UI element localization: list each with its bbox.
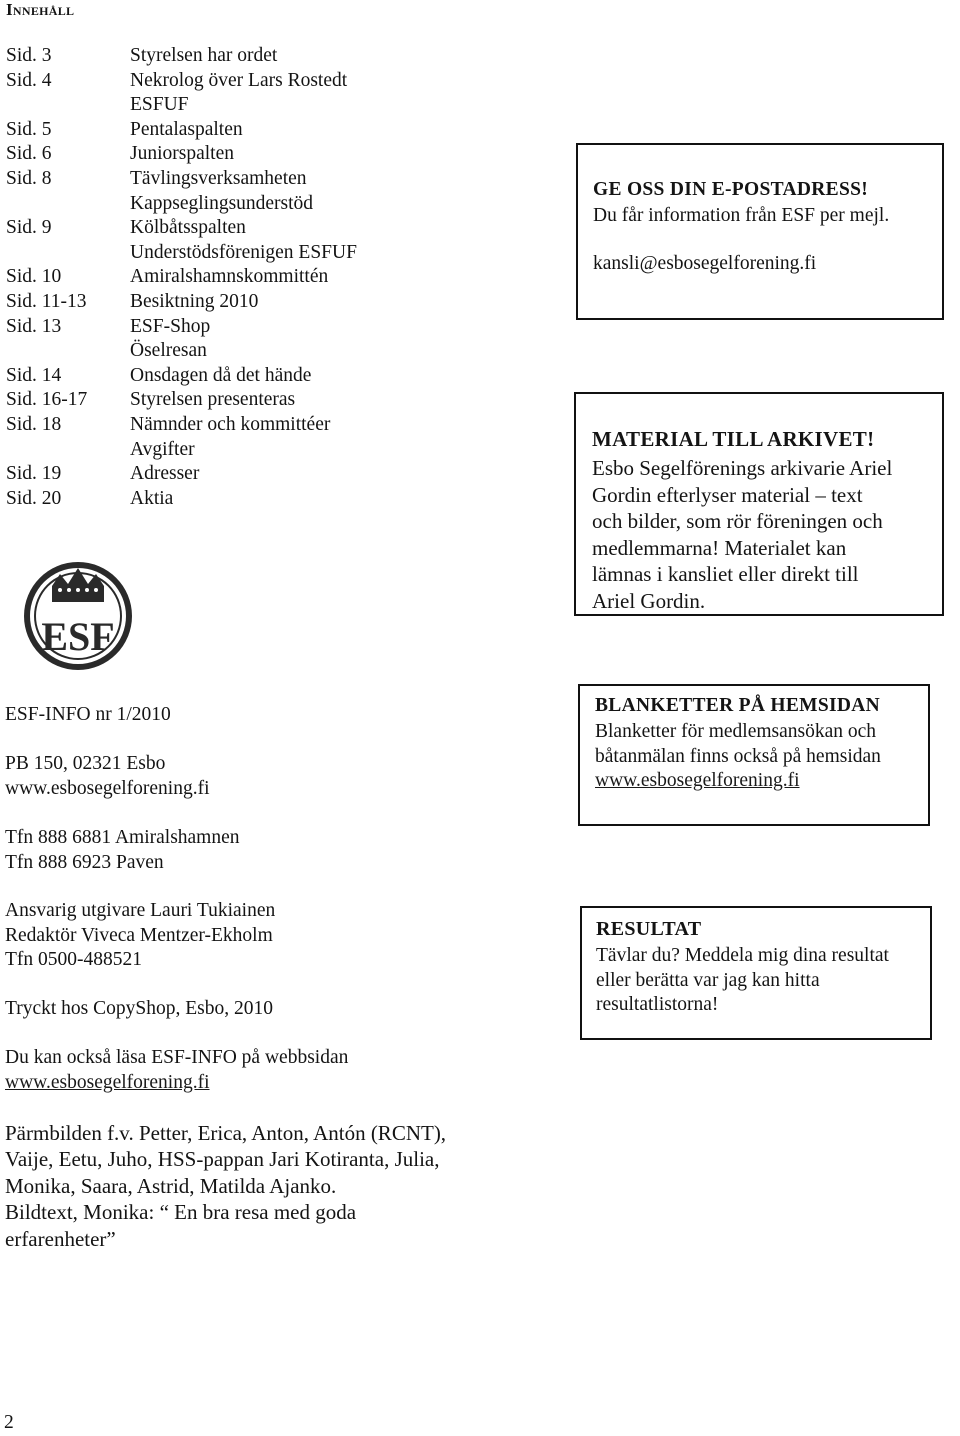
toc-page: Sid. 5 <box>6 118 52 140</box>
toc-page: Sid. 6 <box>6 143 52 165</box>
email-notice-title: GE OSS DIN E-POSTADRESS! <box>593 179 869 200</box>
toc-title: ESFUF <box>130 94 189 116</box>
heading-text: Innehåll <box>6 0 75 19</box>
toc-page: Sid. 16-17 <box>6 389 88 411</box>
toc-title: Avgifter <box>130 438 195 460</box>
cover-caption-line: Vaije, Eetu, Juho, HSS-pappan Jari Kotiranta, Julia, <box>5 1147 440 1172</box>
toc-page: Sid. 19 <box>6 463 62 485</box>
toc-page: Sid. 9 <box>6 217 52 239</box>
toc-title: Pentalaspalten <box>130 118 243 140</box>
toc-page: Sid. 20 <box>6 487 62 509</box>
esf-crown-emblem-icon <box>22 556 134 674</box>
toc-page: Sid. 18 <box>6 413 62 435</box>
results-notice-text <box>596 944 889 1018</box>
toc-title: Aktia <box>130 487 174 509</box>
archive-line: lämnas i kansliet eller direkt till <box>592 562 859 587</box>
results-line: eller berätta var jag kan hitta <box>596 969 820 991</box>
toc-title: Juniorspalten <box>130 143 234 165</box>
results-line: Tävlar du? Meddela mig dina resultat <box>596 945 889 966</box>
archive-notice-text <box>592 455 892 608</box>
forms-line: båtanmälan finns också på hemsidan <box>595 745 881 767</box>
svg-text:ESF: ESF <box>41 614 115 659</box>
toc-page: Sid. 4 <box>6 69 52 91</box>
phone-amiralshamnen: Tfn 888 6881 Amiralshamnen <box>5 827 240 848</box>
phone-paven: Tfn 888 6923 Paven <box>5 851 164 873</box>
forms-notice-title: BLANKETTER PÅ HEMSIDAN <box>595 695 881 716</box>
web-note-text: Du kan också läsa ESF-INFO på webbsidan <box>5 1047 349 1068</box>
results-notice-title: RESULTAT <box>596 918 702 940</box>
cover-caption-line: Pärmbilden f.v. Petter, Erica, Anton, Antón (RCNT), <box>5 1121 447 1145</box>
toc-title: Styrelsen presenteras <box>130 389 296 411</box>
toc-title: ESF-Shop <box>130 315 211 337</box>
toc-page: Sid. 11-13 <box>6 290 87 312</box>
phone-block <box>5 826 240 875</box>
address-text: PB 150, 02321 Esbo <box>5 753 166 774</box>
toc-title: Kappseglingsunderstöd <box>130 192 314 214</box>
cover-caption-line: Monika, Saara, Astrid, Matilda Ajanko. <box>5 1173 337 1198</box>
archive-line: medlemmarna! Materialet kan <box>592 535 847 560</box>
results-line: resultatlistorna! <box>596 994 719 1016</box>
email-notice-text: Du får information från ESF per mejl. <box>593 205 890 226</box>
archive-notice-box <box>574 392 944 616</box>
issue-label: ESF-INFO nr 1/2010 <box>5 704 171 725</box>
publication-info <box>5 703 171 728</box>
address-block <box>5 752 210 801</box>
toc-page: Sid. 10 <box>6 266 62 288</box>
toc-title: Kölbåtsspalten <box>130 217 246 239</box>
toc-page: Sid. 8 <box>6 167 52 189</box>
toc-title: Besiktning 2010 <box>130 290 259 312</box>
toc-title: Understödsförenigen ESFUF <box>130 241 357 263</box>
printer-text: Tryckt hos CopyShop, Esbo, 2010 <box>5 998 273 1019</box>
toc-title: Nekrolog över Lars Rostedt <box>130 69 348 91</box>
toc-title: Nämnder och kommittéer <box>130 413 331 435</box>
esf-logo <box>22 556 134 674</box>
page-heading <box>6 0 74 20</box>
results-notice-box <box>580 906 932 1040</box>
toc-page: Sid. 3 <box>6 45 52 66</box>
toc-page: Sid. 14 <box>6 364 62 386</box>
toc-title: Tävlingsverksamheten <box>130 167 307 189</box>
printer-block <box>5 997 273 1022</box>
email-notice-box <box>576 143 944 320</box>
toc-title: Styrelsen har ordet <box>130 45 278 66</box>
archive-line: och bilder, som rör föreningen och <box>592 509 883 534</box>
toc-title: Onsdagen då det hände <box>130 364 312 386</box>
website-text: www.esbosegelforening.fi <box>5 777 210 799</box>
archive-line: Ariel Gordin. <box>592 588 706 608</box>
editor-text: Redaktör Viveca Mentzer-Ekholm <box>5 924 273 946</box>
email-address[interactable]: kansli@esbosegelforening.fi <box>593 253 817 274</box>
website-link[interactable]: www.esbosegelforening.fi <box>5 1071 210 1093</box>
toc-page: Sid. 13 <box>6 315 62 337</box>
toc-title: Öselresan <box>130 340 207 362</box>
toc-title: Adresser <box>130 463 200 485</box>
cover-caption-line: erfarenheter” <box>5 1226 116 1251</box>
cover-caption <box>5 1120 446 1252</box>
page-number: 2 <box>4 1412 14 1433</box>
toc-title: Amiralshamnskommittén <box>130 266 329 288</box>
editor-phone: Tfn 0500-488521 <box>5 949 143 971</box>
archive-line: Esbo Segelförenings arkivarie Ariel <box>592 456 893 480</box>
publisher-text: Ansvarig utgivare Lauri Tukiainen <box>5 900 276 921</box>
cover-caption-line: Bildtext, Monika: “ En bra resa med goda <box>5 1200 357 1225</box>
forms-notice-box <box>578 684 930 826</box>
archive-line: Gordin efterlyser material – text <box>592 482 863 507</box>
forms-website-link[interactable]: www.esbosegelforening.fi <box>595 770 800 792</box>
archive-notice-title: MATERIAL TILL ARKIVET! <box>592 427 875 451</box>
forms-line: Blanketter för medlemsansökan och <box>595 721 877 742</box>
staff-block <box>5 899 275 973</box>
forms-notice-text <box>595 720 881 794</box>
web-note-block <box>5 1046 348 1095</box>
